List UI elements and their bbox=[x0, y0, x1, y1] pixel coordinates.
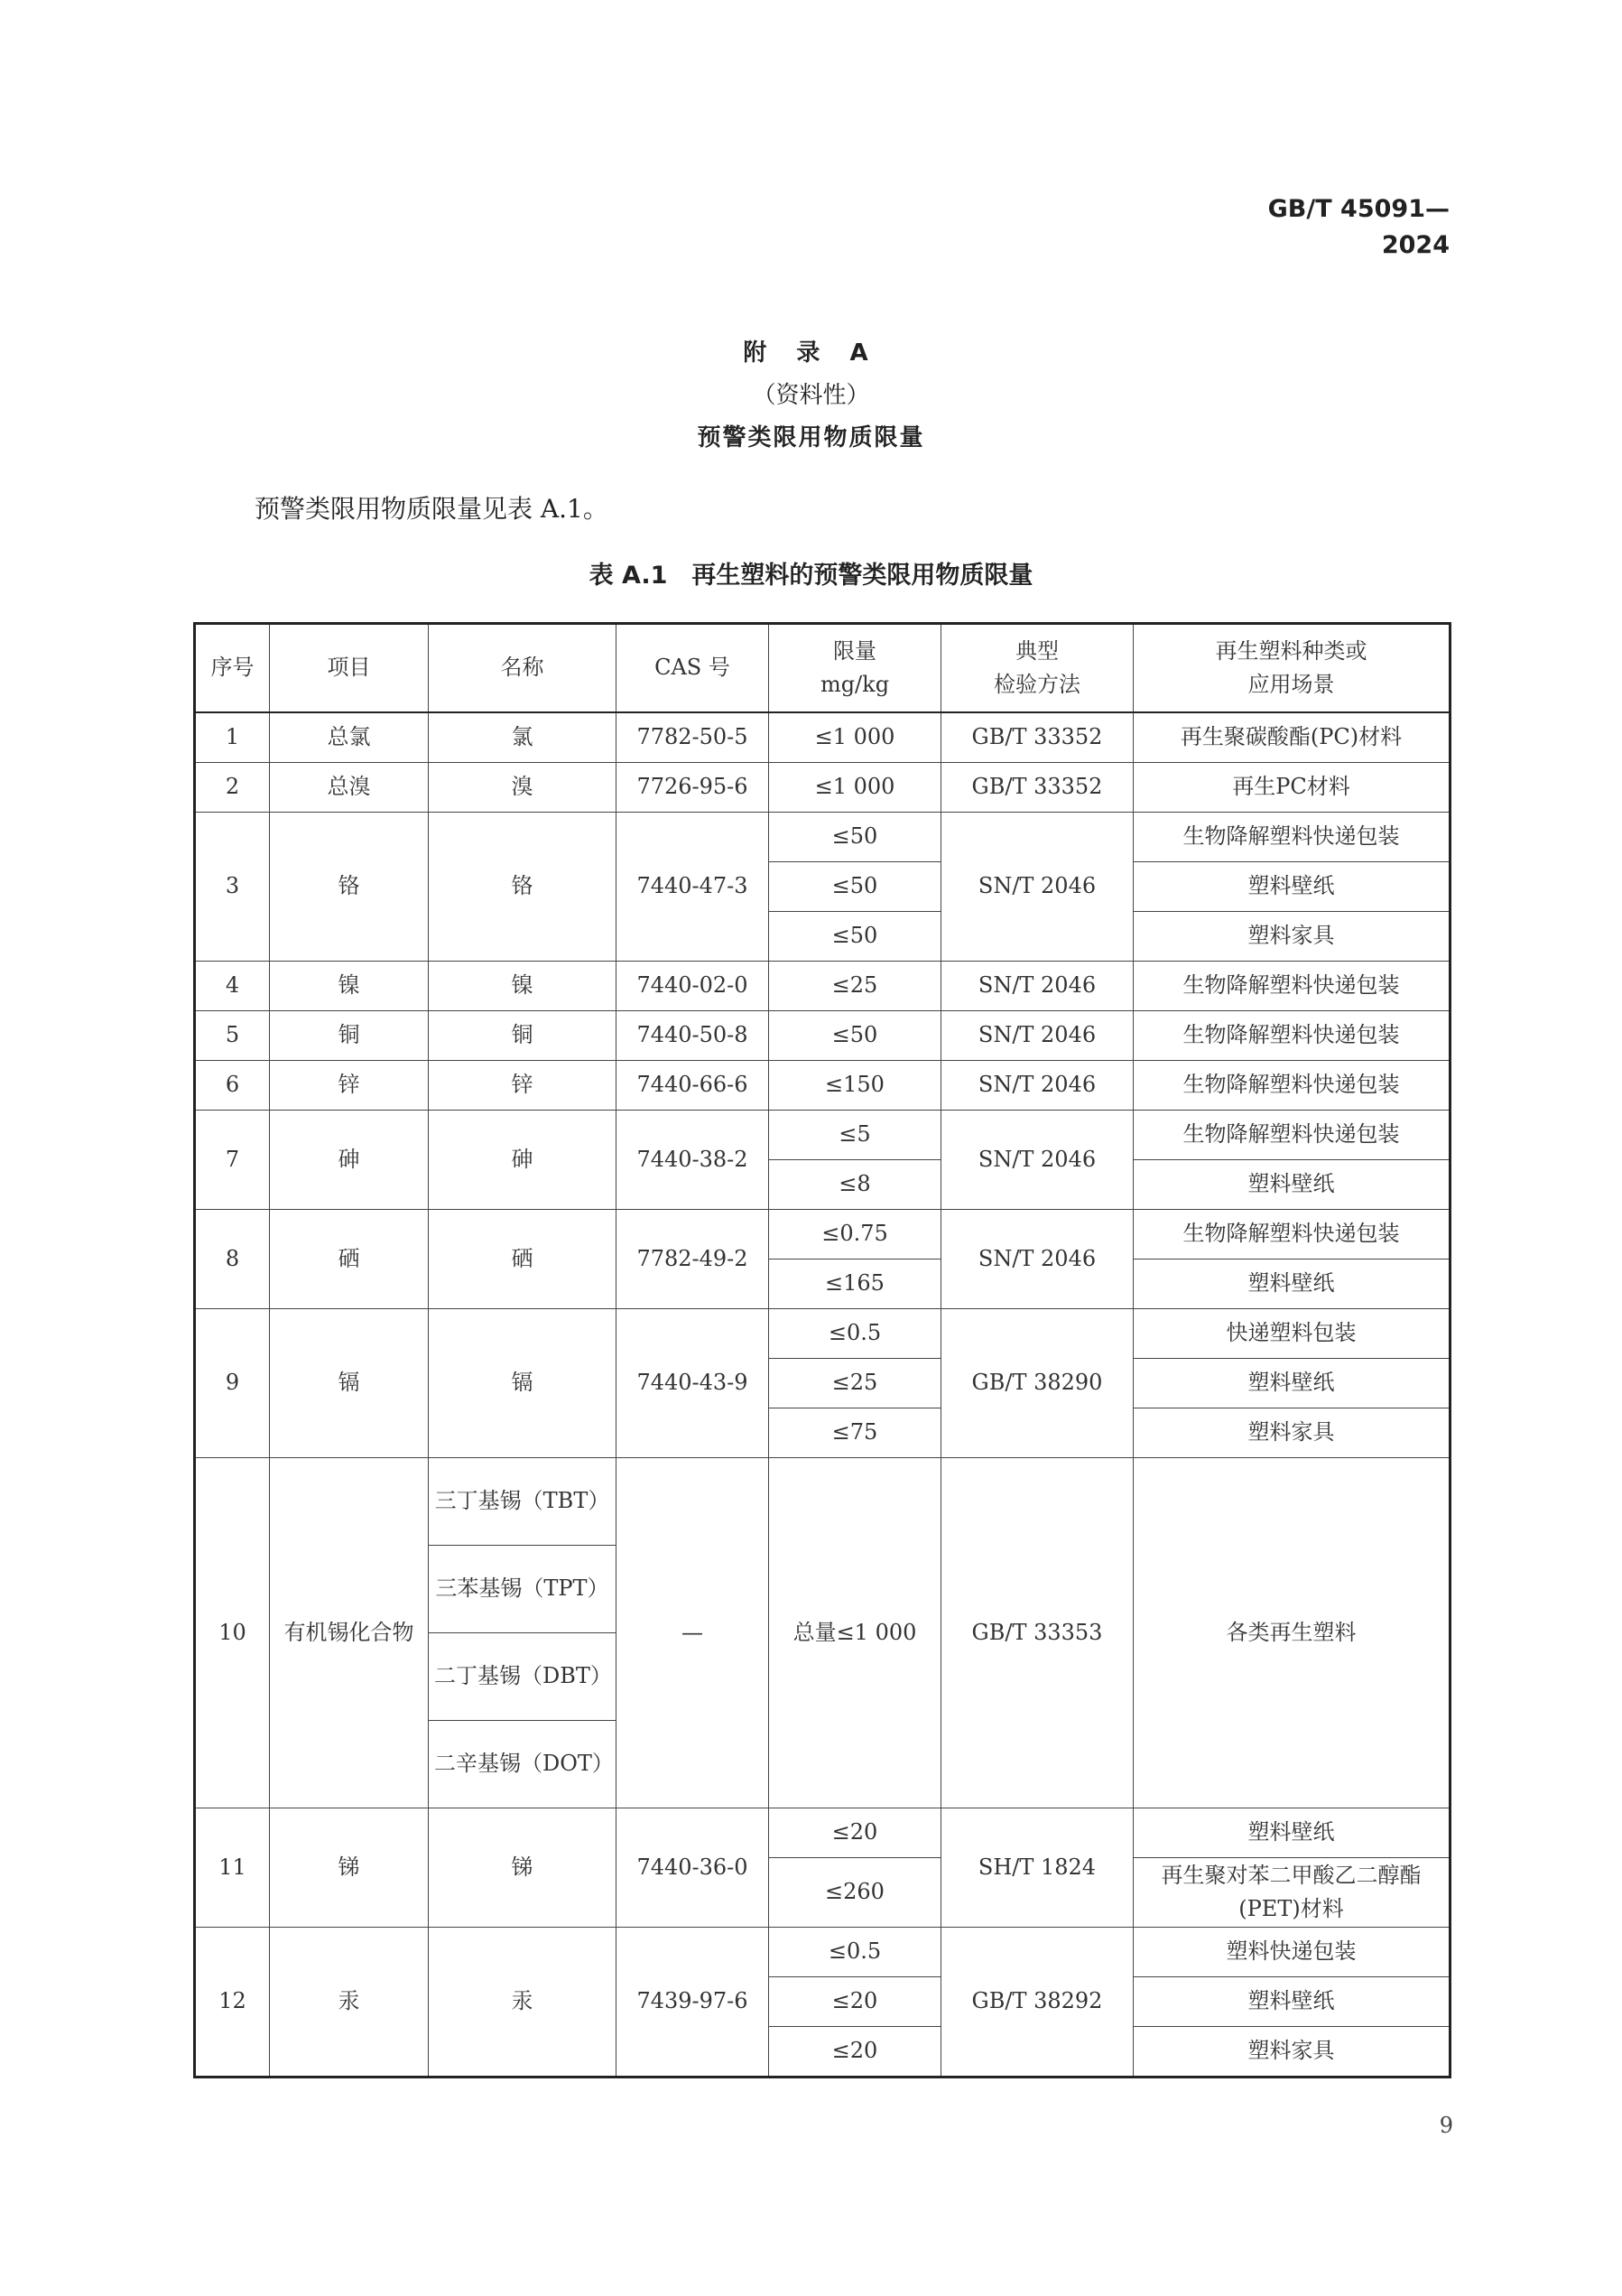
header-scope-line1: 再生塑料种类或 bbox=[1215, 637, 1367, 664]
cell-scope: 生物降解塑料快递包装 bbox=[1134, 1111, 1451, 1160]
cell-scope: 塑料家具 bbox=[1134, 912, 1451, 962]
cell-seq: 4 bbox=[195, 962, 270, 1011]
header-scope-line2: 应用场景 bbox=[1247, 672, 1335, 697]
cell-name: 锌 bbox=[429, 1061, 616, 1111]
cell-limit: ≤0.5 bbox=[769, 1928, 941, 1977]
cell-scope: 各类再生塑料 bbox=[1134, 1458, 1451, 1808]
table-row bbox=[195, 962, 1451, 1011]
cell-method: GB/T 38292 bbox=[941, 1928, 1134, 2078]
limits-table bbox=[193, 622, 1451, 2078]
table-row bbox=[195, 712, 1451, 763]
cell-method: GB/T 33352 bbox=[941, 712, 1134, 763]
cell-scope: 塑料家具 bbox=[1134, 2027, 1451, 2078]
cell-limit: ≤0.5 bbox=[769, 1309, 941, 1359]
cell-seq: 1 bbox=[195, 712, 270, 763]
cell-cas: 7440-36-0 bbox=[616, 1808, 769, 1928]
header-method-line2: 检验方法 bbox=[994, 672, 1080, 697]
cell-seq: 10 bbox=[195, 1458, 270, 1808]
cell-seq: 12 bbox=[195, 1928, 270, 2078]
cell-limit: ≤50 bbox=[769, 813, 941, 862]
cell-method: SN/T 2046 bbox=[941, 813, 1134, 962]
cell-item: 锌 bbox=[270, 1061, 429, 1111]
cell-method: GB/T 33352 bbox=[941, 763, 1134, 813]
cell-cas: 7440-47-3 bbox=[616, 813, 769, 962]
cell-scope: 塑料壁纸 bbox=[1134, 1977, 1451, 2027]
cell-cas: 7782-49-2 bbox=[616, 1210, 769, 1309]
cell-name: 氯 bbox=[429, 712, 616, 763]
cell-method: SN/T 2046 bbox=[941, 1111, 1134, 1210]
cell-method: SN/T 2046 bbox=[941, 1210, 1134, 1309]
cell-item: 总溴 bbox=[270, 763, 429, 813]
cell-cas: 7440-43-9 bbox=[616, 1309, 769, 1458]
cell-item: 镍 bbox=[270, 962, 429, 1011]
cell-method: SN/T 2046 bbox=[941, 962, 1134, 1011]
table-row bbox=[195, 1210, 1451, 1260]
cell-item: 锑 bbox=[270, 1808, 429, 1928]
cell-limit: 总量≤1 000 bbox=[769, 1458, 941, 1808]
appendix-type: （资料性） bbox=[752, 382, 870, 409]
header-seq: 序号 bbox=[195, 624, 270, 713]
intro-paragraph: 预警类限用物质限量见表 A.1。 bbox=[255, 494, 608, 524]
header-limit-line1: 限量 bbox=[833, 637, 876, 664]
table-row bbox=[195, 1928, 1451, 1977]
cell-cas: 7440-02-0 bbox=[616, 962, 769, 1011]
header-limit bbox=[769, 624, 941, 713]
cell-seq: 7 bbox=[195, 1111, 270, 1210]
table-row bbox=[195, 1808, 1451, 1858]
cell-scope: 塑料壁纸 bbox=[1134, 1808, 1451, 1858]
cell-limit: ≤20 bbox=[769, 1808, 941, 1858]
table-header-row bbox=[195, 624, 1451, 713]
header-method bbox=[941, 624, 1134, 713]
cell-scope: 塑料壁纸 bbox=[1134, 862, 1451, 912]
cell-limit: ≤75 bbox=[769, 1408, 941, 1458]
cell-item: 镉 bbox=[270, 1309, 429, 1458]
cell-seq: 8 bbox=[195, 1210, 270, 1309]
page-number: 9 bbox=[1439, 2113, 1453, 2138]
cell-name: 铬 bbox=[429, 813, 616, 962]
table-caption: 表 A.1 再生塑料的预警类限用物质限量 bbox=[589, 562, 1033, 590]
cell-scope: 塑料壁纸 bbox=[1134, 1160, 1451, 1210]
cell-method: SH/T 1824 bbox=[941, 1808, 1134, 1928]
cell-limit: ≤50 bbox=[769, 1011, 941, 1061]
cell-name: 铜 bbox=[429, 1011, 616, 1061]
cell-limit: ≤5 bbox=[769, 1111, 941, 1160]
cell-seq: 5 bbox=[195, 1011, 270, 1061]
cell-item: 铜 bbox=[270, 1011, 429, 1061]
cell-method: GB/T 33353 bbox=[941, 1458, 1134, 1808]
cell-name: 三苯基锡（TPT） bbox=[429, 1546, 616, 1633]
cell-cas: 7726-95-6 bbox=[616, 763, 769, 813]
cell-item: 砷 bbox=[270, 1111, 429, 1210]
cell-cas: 7440-50-8 bbox=[616, 1011, 769, 1061]
cell-limit: ≤1 000 bbox=[769, 712, 941, 763]
cell-cas: 7439-97-6 bbox=[616, 1928, 769, 2078]
cell-name: 镉 bbox=[429, 1309, 616, 1458]
table-row bbox=[195, 1011, 1451, 1061]
table-row bbox=[195, 813, 1451, 862]
header-name: 名称 bbox=[429, 624, 616, 713]
cell-limit: ≤0.75 bbox=[769, 1210, 941, 1260]
cell-limit: ≤25 bbox=[769, 1359, 941, 1408]
cell-cas: 7440-66-6 bbox=[616, 1061, 769, 1111]
header-item: 项目 bbox=[270, 624, 429, 713]
cell-scope: 塑料家具 bbox=[1134, 1408, 1451, 1458]
cell-cas: 7440-38-2 bbox=[616, 1111, 769, 1210]
cell-limit: ≤20 bbox=[769, 2027, 941, 2078]
cell-item: 总氯 bbox=[270, 712, 429, 763]
cell-item: 硒 bbox=[270, 1210, 429, 1309]
cell-item: 有机锡化合物 bbox=[270, 1458, 429, 1808]
cell-scope: 生物降解塑料快递包装 bbox=[1134, 1210, 1451, 1260]
cell-scope: 生物降解塑料快递包装 bbox=[1134, 962, 1451, 1011]
cell-method: GB/T 38290 bbox=[941, 1309, 1134, 1458]
cell-scope: 塑料壁纸 bbox=[1134, 1359, 1451, 1408]
cell-name: 溴 bbox=[429, 763, 616, 813]
cell-name: 三丁基锡（TBT） bbox=[429, 1458, 616, 1546]
cell-item: 铬 bbox=[270, 813, 429, 962]
table-row bbox=[195, 763, 1451, 813]
cell-limit: ≤50 bbox=[769, 912, 941, 962]
cell-scope: 再生PC材料 bbox=[1134, 763, 1451, 813]
cell-limit: ≤25 bbox=[769, 962, 941, 1011]
cell-name: 镍 bbox=[429, 962, 616, 1011]
header-scope bbox=[1134, 624, 1451, 713]
cell-name: 砷 bbox=[429, 1111, 616, 1210]
cell-method: SN/T 2046 bbox=[941, 1061, 1134, 1111]
header-method-line1: 典型 bbox=[1015, 637, 1059, 664]
cell-seq: 9 bbox=[195, 1309, 270, 1458]
cell-scope: 塑料壁纸 bbox=[1134, 1260, 1451, 1309]
cell-seq: 11 bbox=[195, 1808, 270, 1928]
cell-name: 二辛基锡（DOT） bbox=[429, 1721, 616, 1808]
appendix-subject: 预警类限用物质限量 bbox=[697, 424, 925, 451]
cell-scope: 塑料快递包装 bbox=[1134, 1928, 1451, 1977]
cell-name: 硒 bbox=[429, 1210, 616, 1309]
header-limit-line2: mg/kg bbox=[820, 672, 890, 697]
cell-limit: ≤150 bbox=[769, 1061, 941, 1111]
cell-limit: ≤1 000 bbox=[769, 763, 941, 813]
table-row bbox=[195, 1061, 1451, 1111]
cell-seq: 2 bbox=[195, 763, 270, 813]
cell-limit: ≤260 bbox=[769, 1858, 941, 1928]
table-row bbox=[195, 1111, 1451, 1160]
cell-scope: 再生聚碳酸酯(PC)材料 bbox=[1134, 712, 1451, 763]
cell-name: 汞 bbox=[429, 1928, 616, 2078]
cell-name: 二丁基锡（DBT） bbox=[429, 1633, 616, 1721]
cell-limit: ≤8 bbox=[769, 1160, 941, 1210]
table-row bbox=[195, 1309, 1451, 1359]
cell-scope: 再生聚对苯二甲酸乙二醇酯(PET)材料 bbox=[1134, 1858, 1451, 1928]
cell-cas: 7782-50-5 bbox=[616, 712, 769, 763]
cell-seq: 3 bbox=[195, 813, 270, 962]
cell-cas: — bbox=[616, 1458, 769, 1808]
cell-item: 汞 bbox=[270, 1928, 429, 2078]
header-cas: CAS 号 bbox=[616, 624, 769, 713]
cell-scope: 生物降解塑料快递包装 bbox=[1134, 1011, 1451, 1061]
cell-method: SN/T 2046 bbox=[941, 1011, 1134, 1061]
standard-number: GB/T 45091—2024 bbox=[1267, 195, 1450, 259]
cell-scope: 快递塑料包装 bbox=[1134, 1309, 1451, 1359]
cell-limit: ≤165 bbox=[769, 1260, 941, 1309]
cell-name: 锑 bbox=[429, 1808, 616, 1928]
cell-scope: 生物降解塑料快递包装 bbox=[1134, 1061, 1451, 1111]
cell-scope: 生物降解塑料快递包装 bbox=[1134, 813, 1451, 862]
cell-limit: ≤20 bbox=[769, 1977, 941, 2027]
cell-seq: 6 bbox=[195, 1061, 270, 1111]
appendix-title: 附 录 A bbox=[743, 339, 879, 367]
cell-limit: ≤50 bbox=[769, 862, 941, 912]
table-row bbox=[195, 1458, 1451, 1546]
